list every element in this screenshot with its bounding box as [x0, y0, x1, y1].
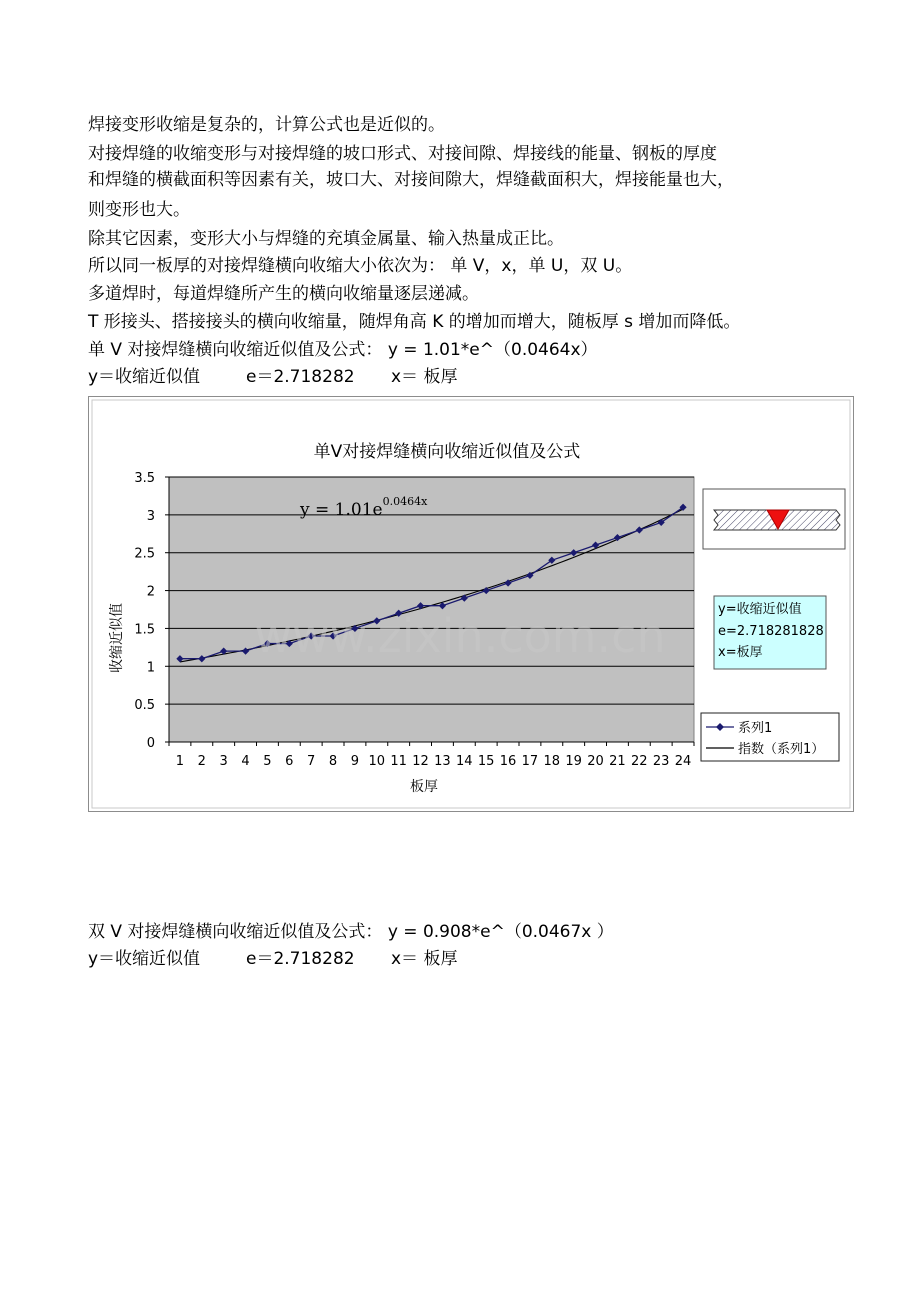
y-tick-label: 0.5 — [134, 698, 155, 714]
y-tick-label: 1 — [146, 660, 155, 676]
x-definition: x＝ 板厚 — [391, 367, 458, 387]
chart-legend — [701, 713, 839, 761]
equation-exponent: 0.0464x — [382, 495, 428, 508]
x-tick-label: 17 — [521, 754, 539, 769]
watermark-text: www.zixin.com.cn — [254, 609, 666, 663]
weld-diagram — [703, 489, 845, 549]
paragraph-proportional: 除其它因素，变形大小与焊缝的充填金属量、输入热量成正比。 — [88, 229, 564, 249]
y-tick-label: 1.5 — [134, 622, 155, 638]
chart-svg — [88, 396, 854, 812]
y-tick-label: 2.5 — [134, 546, 155, 562]
x-tick-label: 1 — [175, 754, 185, 769]
y-tick-label: 3 — [146, 508, 155, 524]
paragraph-factors-2: 和焊缝的横截面积等因素有关，坡口大、对接间隙大，焊缝截面积大，焊接能量也大， — [88, 170, 734, 190]
e-definition-2: e＝2.718282 — [246, 949, 355, 969]
x-tick-label: 19 — [565, 754, 582, 769]
paragraph-factors-3: 则变形也大。 — [88, 200, 190, 220]
x-tick-label: 5 — [263, 754, 272, 769]
x-tick-label: 20 — [587, 754, 604, 769]
x-tick-label: 15 — [477, 754, 495, 769]
info-line-y: y=收缩近似值 — [718, 602, 802, 617]
legend-trend-label: 指数（系列1） — [738, 742, 825, 757]
chart-single-v — [88, 396, 854, 812]
x-tick-label: 23 — [652, 754, 670, 769]
x-tick-label: 13 — [434, 754, 451, 769]
paragraph-multipass: 多道焊时，每道焊缝所产生的横向收缩量逐层递减。 — [88, 284, 479, 304]
paragraph-t-joint: T 形接头、搭接接头的横向收缩量，随焊角高 K 的增加而增大，随板厚 s 增加而降低。 — [88, 312, 741, 332]
chart-title: 单V对接焊缝横向收缩近似值及公式 — [313, 442, 581, 462]
x-tick-label: 7 — [307, 754, 316, 769]
x-tick-label: 18 — [543, 754, 561, 769]
definitions-row-2 — [88, 946, 457, 972]
x-tick-label: 6 — [285, 754, 294, 769]
x-axis-label: 板厚 — [410, 779, 438, 795]
heading-double-v: 双 V 对接焊缝横向收缩近似值及公式： y = 0.908*e^（0.0467x ） — [88, 922, 614, 942]
x-tick-label: 9 — [350, 754, 360, 769]
e-definition: e＝2.718282 — [246, 367, 355, 387]
x-tick-label: 22 — [631, 754, 648, 769]
equation-base: y = 1.01e — [300, 500, 383, 520]
x-definition-2: x＝ 板厚 — [391, 949, 458, 969]
x-tick-label: 12 — [412, 754, 429, 769]
heading-single-v: 单 V 对接焊缝横向收缩近似值及公式： y = 1.01*e^（0.0464x） — [88, 340, 598, 360]
x-tick-label: 2 — [197, 754, 206, 769]
x-tick-label: 3 — [219, 754, 228, 769]
x-tick-label: 24 — [674, 754, 692, 769]
y-tick-label: 3.5 — [134, 471, 155, 486]
paragraph-order: 所以同一板厚的对接焊缝横向收缩大小依次为： 单 V，x，单 U，双 U。 — [88, 256, 633, 276]
x-tick-label: 8 — [328, 754, 338, 769]
y-tick-label: 2 — [146, 584, 155, 600]
x-tick-label: 21 — [609, 754, 626, 769]
y-axis-label: 收缩近似值 — [109, 603, 125, 673]
paragraph-factors-1: 对接焊缝的收缩变形与对接焊缝的坡口形式、对接间隙、焊接线的能量、钢板的厚度 — [88, 144, 717, 164]
x-tick-label: 14 — [456, 754, 473, 769]
y-definition-2: y＝收缩近似值 — [88, 949, 201, 969]
definitions-row-1 — [88, 364, 457, 390]
y-definition: y＝收缩近似值 — [88, 367, 201, 387]
legend-series-label: 系列1 — [738, 721, 773, 736]
formula-info-box — [714, 596, 826, 669]
info-line-e: e=2.718281828 — [718, 624, 824, 639]
x-tick-label: 10 — [368, 754, 386, 769]
x-tick-label: 11 — [390, 754, 407, 769]
x-tick-label: 16 — [499, 754, 517, 769]
info-line-x: x=板厚 — [718, 645, 763, 660]
y-tick-label: 0 — [146, 736, 155, 751]
x-tick-label: 4 — [241, 754, 250, 769]
paragraph-intro: 焊接变形收缩是复杂的，计算公式也是近似的。 — [88, 115, 445, 135]
